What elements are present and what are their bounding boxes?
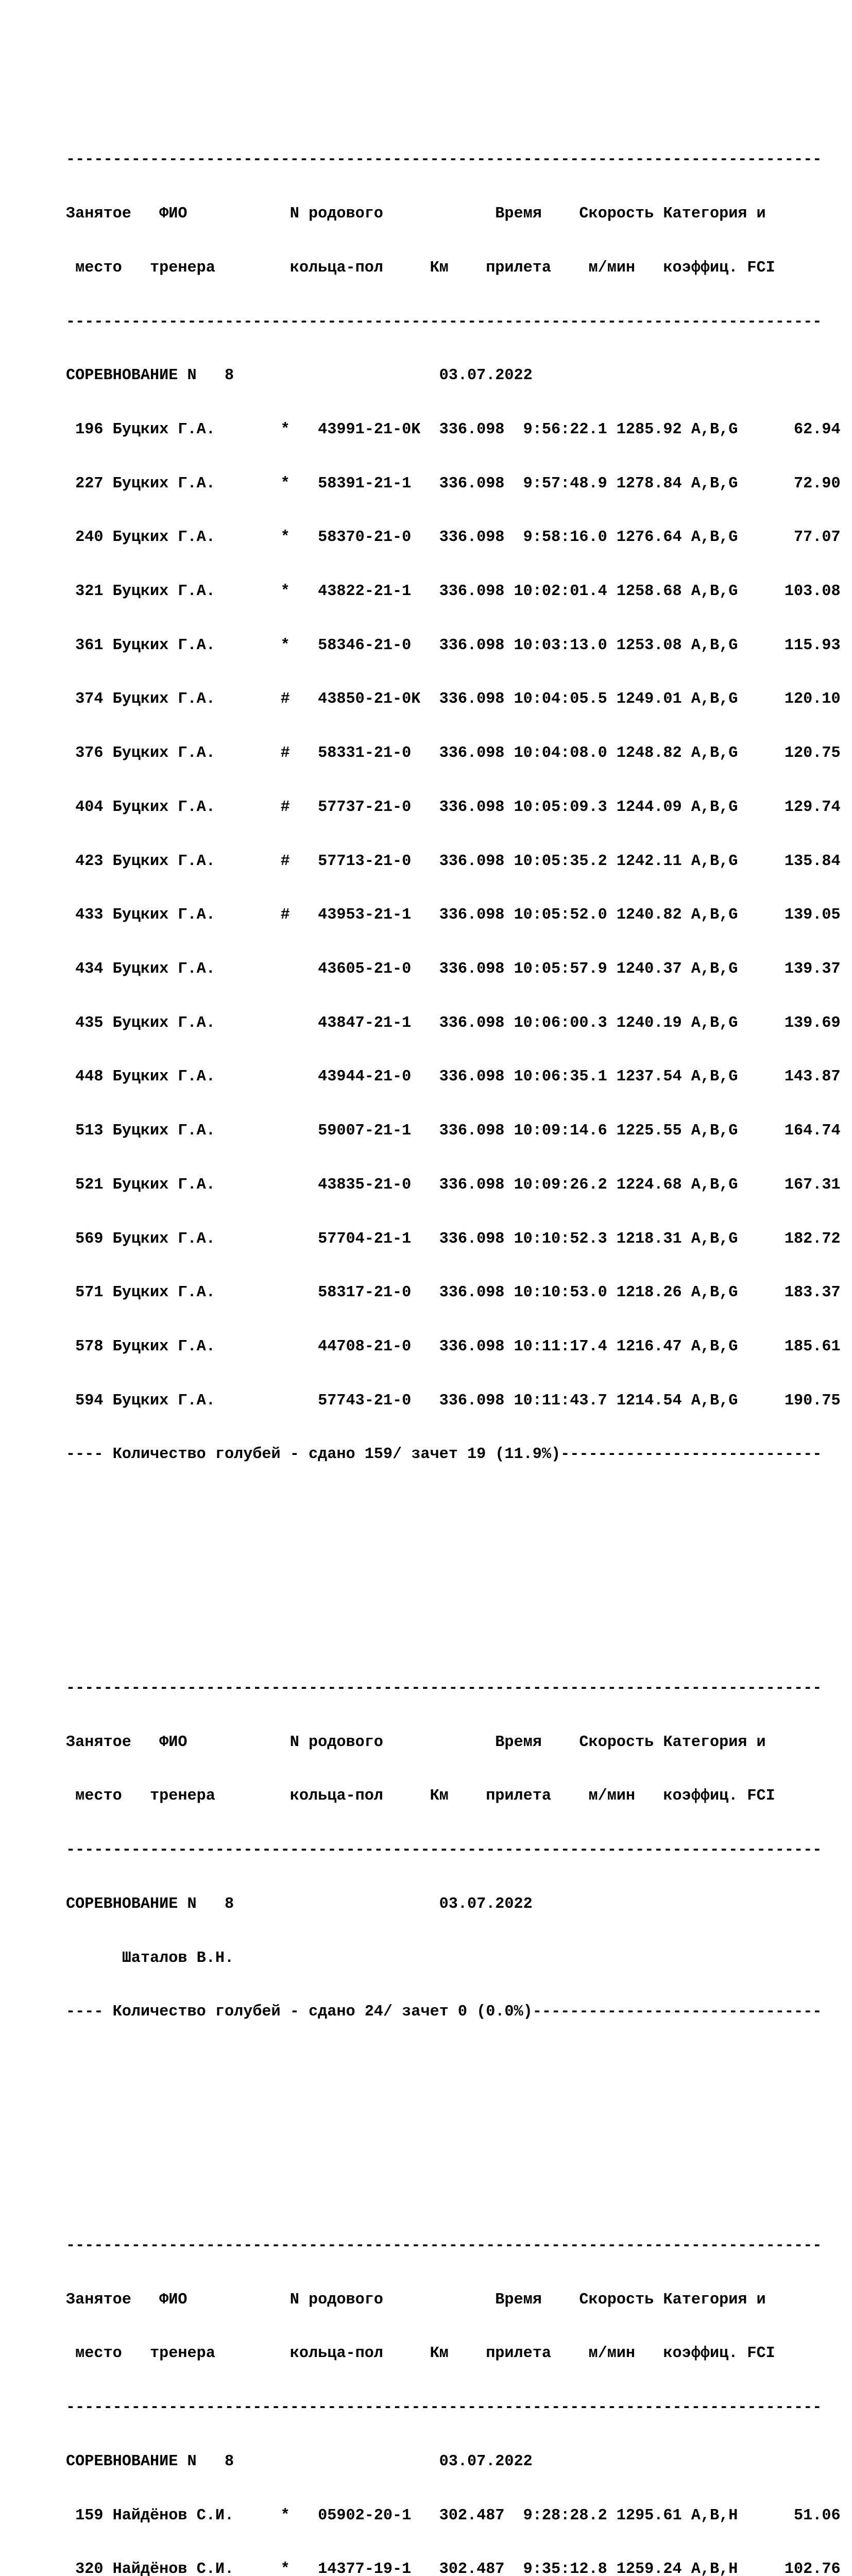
summary-line: ---- Количество голубей - сдано 24/ зачет 0 (0.0%)-------------------------------: [66, 2003, 822, 2021]
result-row: 376 Буцких Г.А. # 58331-21-0 336.098 10:04:08.0 1248.82 A,B,G 120.75: [66, 744, 841, 762]
competition-line: СОРЕВНОВАНИЕ N 8 03.07.2022: [66, 367, 533, 385]
column-header-line-2: место тренера кольца-пол Км прилета м/мин коэффиц. FCI: [66, 259, 775, 277]
header-rule: ---------------------------------------------------------------------------------: [66, 1680, 822, 1698]
header-rule: ---------------------------------------------------------------------------------: [66, 1841, 822, 1859]
competition-line: СОРЕВНОВАНИЕ N 8 03.07.2022: [66, 2452, 533, 2470]
report-section: [66, 115, 841, 1500]
summary-line: ---- Количество голубей - сдано 159/ зачет 19 (11.9%)----------------------------: [66, 1446, 822, 1464]
result-row: 321 Буцких Г.А. * 43822-21-1 336.098 10:02:01.4 1258.68 A,B,G 103.08: [66, 583, 841, 601]
column-header-line-1: Занятое ФИО N родового Время Скорость Категория и: [66, 205, 766, 223]
result-row: 361 Буцких Г.А. * 58346-21-0 336.098 10:03:13.0 1253.08 A,B,G 115.93: [66, 636, 841, 654]
result-row: 433 Буцких Г.А. # 43953-21-1 336.098 10:05:52.0 1240.82 A,B,G 139.05: [66, 906, 841, 924]
result-row: 571 Буцких Г.А. 58317-21-0 336.098 10:10:53.0 1218.26 A,B,G 183.37: [66, 1284, 841, 1302]
report-section: [66, 2201, 841, 2576]
result-row: 240 Буцких Г.А. * 58370-21-0 336.098 9:58:16.0 1276.64 A,B,G 77.07: [66, 529, 841, 547]
results-report: [66, 43, 841, 2576]
result-row: 513 Буцких Г.А. 59007-21-1 336.098 10:09:14.6 1225.55 A,B,G 164.74: [66, 1122, 841, 1140]
result-row: 423 Буцких Г.А. # 57713-21-0 336.098 10:05:35.2 1242.11 A,B,G 135.84: [66, 852, 841, 870]
header-rule: ---------------------------------------------------------------------------------: [66, 313, 822, 331]
header-rule: ---------------------------------------------------------------------------------: [66, 151, 822, 169]
competition-line: СОРЕВНОВАНИЕ N 8 03.07.2022: [66, 1895, 533, 1913]
result-row: 196 Буцких Г.А. * 43991-21-0K 336.098 9:56:22.1 1285.92 A,B,G 62.94: [66, 420, 841, 438]
result-row: 404 Буцких Г.А. # 57737-21-0 336.098 10:05:09.3 1244.09 A,B,G 129.74: [66, 798, 841, 816]
result-row: 320 Найдёнов С.И. * 14377-19-1 302.487 9:35:12.8 1259.24 A,B,H 102.76: [66, 2561, 841, 2576]
result-row: 159 Найдёнов С.И. * 05902-20-1 302.487 9:28:28.2 1295.61 A,B,H 51.06: [66, 2506, 841, 2524]
header-rule: ---------------------------------------------------------------------------------: [66, 2237, 822, 2255]
column-header-line-1: Занятое ФИО N родового Время Скорость Категория и: [66, 2291, 766, 2309]
result-row: 578 Буцких Г.А. 44708-21-0 336.098 10:11:17.4 1216.47 A,B,G 185.61: [66, 1337, 841, 1355]
result-row: 227 Буцких Г.А. * 58391-21-1 336.098 9:57:48.9 1278.84 A,B,G 72.90: [66, 474, 841, 493]
spacer: [66, 2111, 841, 2129]
trainer-name-line: Шаталов В.Н.: [66, 1949, 234, 1967]
result-row: 521 Буцких Г.А. 43835-21-0 336.098 10:09:26.2 1224.68 A,B,G 167.31: [66, 1176, 841, 1194]
column-header-line-2: место тренера кольца-пол Км прилета м/мин коэффиц. FCI: [66, 1787, 775, 1805]
spacer: [66, 1554, 841, 1572]
result-row: 594 Буцких Г.А. 57743-21-0 336.098 10:11:43.7 1214.54 A,B,G 190.75: [66, 1392, 841, 1410]
result-row: 434 Буцких Г.А. 43605-21-0 336.098 10:05:57.9 1240.37 A,B,G 139.37: [66, 960, 841, 978]
result-row: 448 Буцких Г.А. 43944-21-0 336.098 10:06:35.1 1237.54 A,B,G 143.87: [66, 1068, 841, 1086]
report-section: [66, 1643, 841, 2057]
column-header-line-2: место тренера кольца-пол Км прилета м/мин коэффиц. FCI: [66, 2345, 775, 2363]
result-row: 374 Буцких Г.А. # 43850-21-0K 336.098 10:04:05.5 1249.01 A,B,G 120.10: [66, 690, 841, 708]
result-row: 435 Буцких Г.А. 43847-21-1 336.098 10:06:00.3 1240.19 A,B,G 139.69: [66, 1014, 841, 1032]
result-row: 569 Буцких Г.А. 57704-21-1 336.098 10:10:52.3 1218.31 A,B,G 182.72: [66, 1230, 841, 1248]
column-header-line-1: Занятое ФИО N родового Время Скорость Категория и: [66, 1733, 766, 1751]
header-rule: ---------------------------------------------------------------------------------: [66, 2399, 822, 2417]
